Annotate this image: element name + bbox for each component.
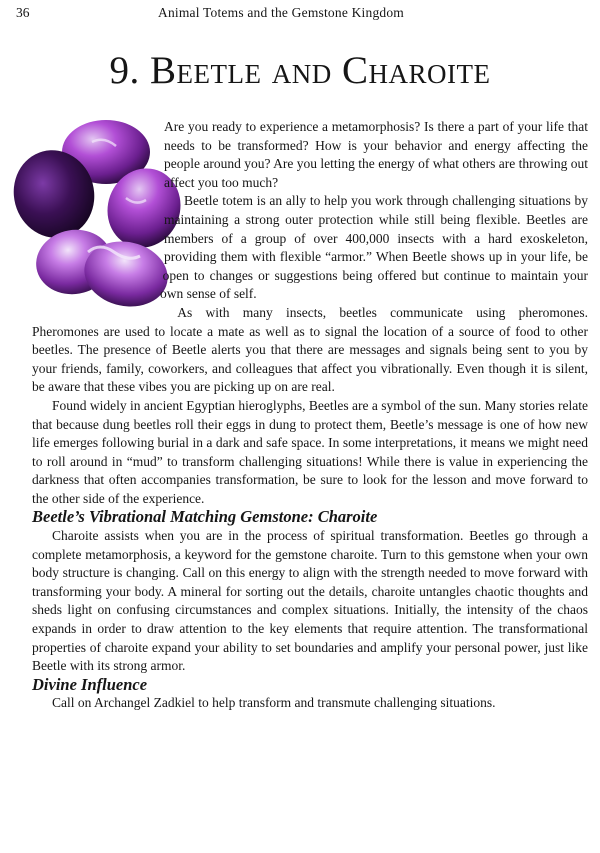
chapter-title: 9. Beetle and Charoite <box>109 49 491 92</box>
book-title: Animal Totems and the Gemstone Kingdom <box>158 5 404 20</box>
gemstone-section-heading: Beetle’s Vibrational Matching Gemstone: Charoite <box>32 507 378 527</box>
divine-influence-heading: Divine Influence <box>32 674 148 694</box>
page-number: 36 <box>16 5 30 20</box>
charoite-stones-illustration <box>8 112 188 312</box>
body-text <box>32 118 588 713</box>
running-head <box>0 3 600 23</box>
body-paragraph: Beetle totem is an ally to help you work through challenging situations by maintaining a strong outer protection while still being flexible. Beetles are members of a group of over 400,000 insects with a hard exoskeleton, providing them with flexible “armor.” When Beetle shows up in your life, be open to changes or suggestions being offered but continue to maintain your own sense of self. <box>159 193 588 302</box>
charoite-stones-image <box>8 112 158 312</box>
body-paragraph: Charoite assists when you are in the process of spiritual transformation. Beetles go through a complete metamorphosis, a keyword for the gemstone charoite. Turn to this gemstone when your own body structure is changing. Call on this energy to align with the strength needed to move forward with transforming your body. A mineral for sorting out the details, charoite untangles chaotic thoughts and sheds light on confusing circumstances and complex situations. Initially, the intensity of the chaos expands in order to draw attention to the key elements that require attention. The transformational properties of charoite expand your ability to set boundaries and amplify your personal power, just like Beetle with its strong armor. <box>32 528 588 674</box>
body-paragraph: Call on Archangel Zadkiel to help transform and transmute challenging situations. <box>52 695 496 711</box>
body-paragraph: As with many insects, beetles communicate using pheromones. Pheromones are used to locate a mate as well as to signal the location of a source of food to other beetles. The presence of Beetle alerts you that there are messages and signals being sent to you by your friends, family, coworkers, and colleagues that affect you vibrationally. Even though it is silent, be aware that these vibes you are picking up on are real. <box>32 304 588 395</box>
body-paragraph: Found widely in ancient Egyptian hieroglyphs, Beetles are a symbol of the sun. Many stories relate that because dung beetles roll their eggs in dung to protect them, Beetle’s message is one of how new life emerges following burial in a dark and safe space. In some interpretations, it means we might need to roll around in “mud” to transform challenging situations! While there is value in experiencing the darkness that often accompanies transformation, be sure to look for the lesson and move forward to the other side of the experience. <box>32 397 588 506</box>
intro-paragraph: Are you ready to experience a metamorphosis? Is there a part of your life that needs to be transformed? How is your behavior and energy affecting the people around you? Are you letting the energy of what others are throwing out affect you too much? <box>164 119 588 190</box>
